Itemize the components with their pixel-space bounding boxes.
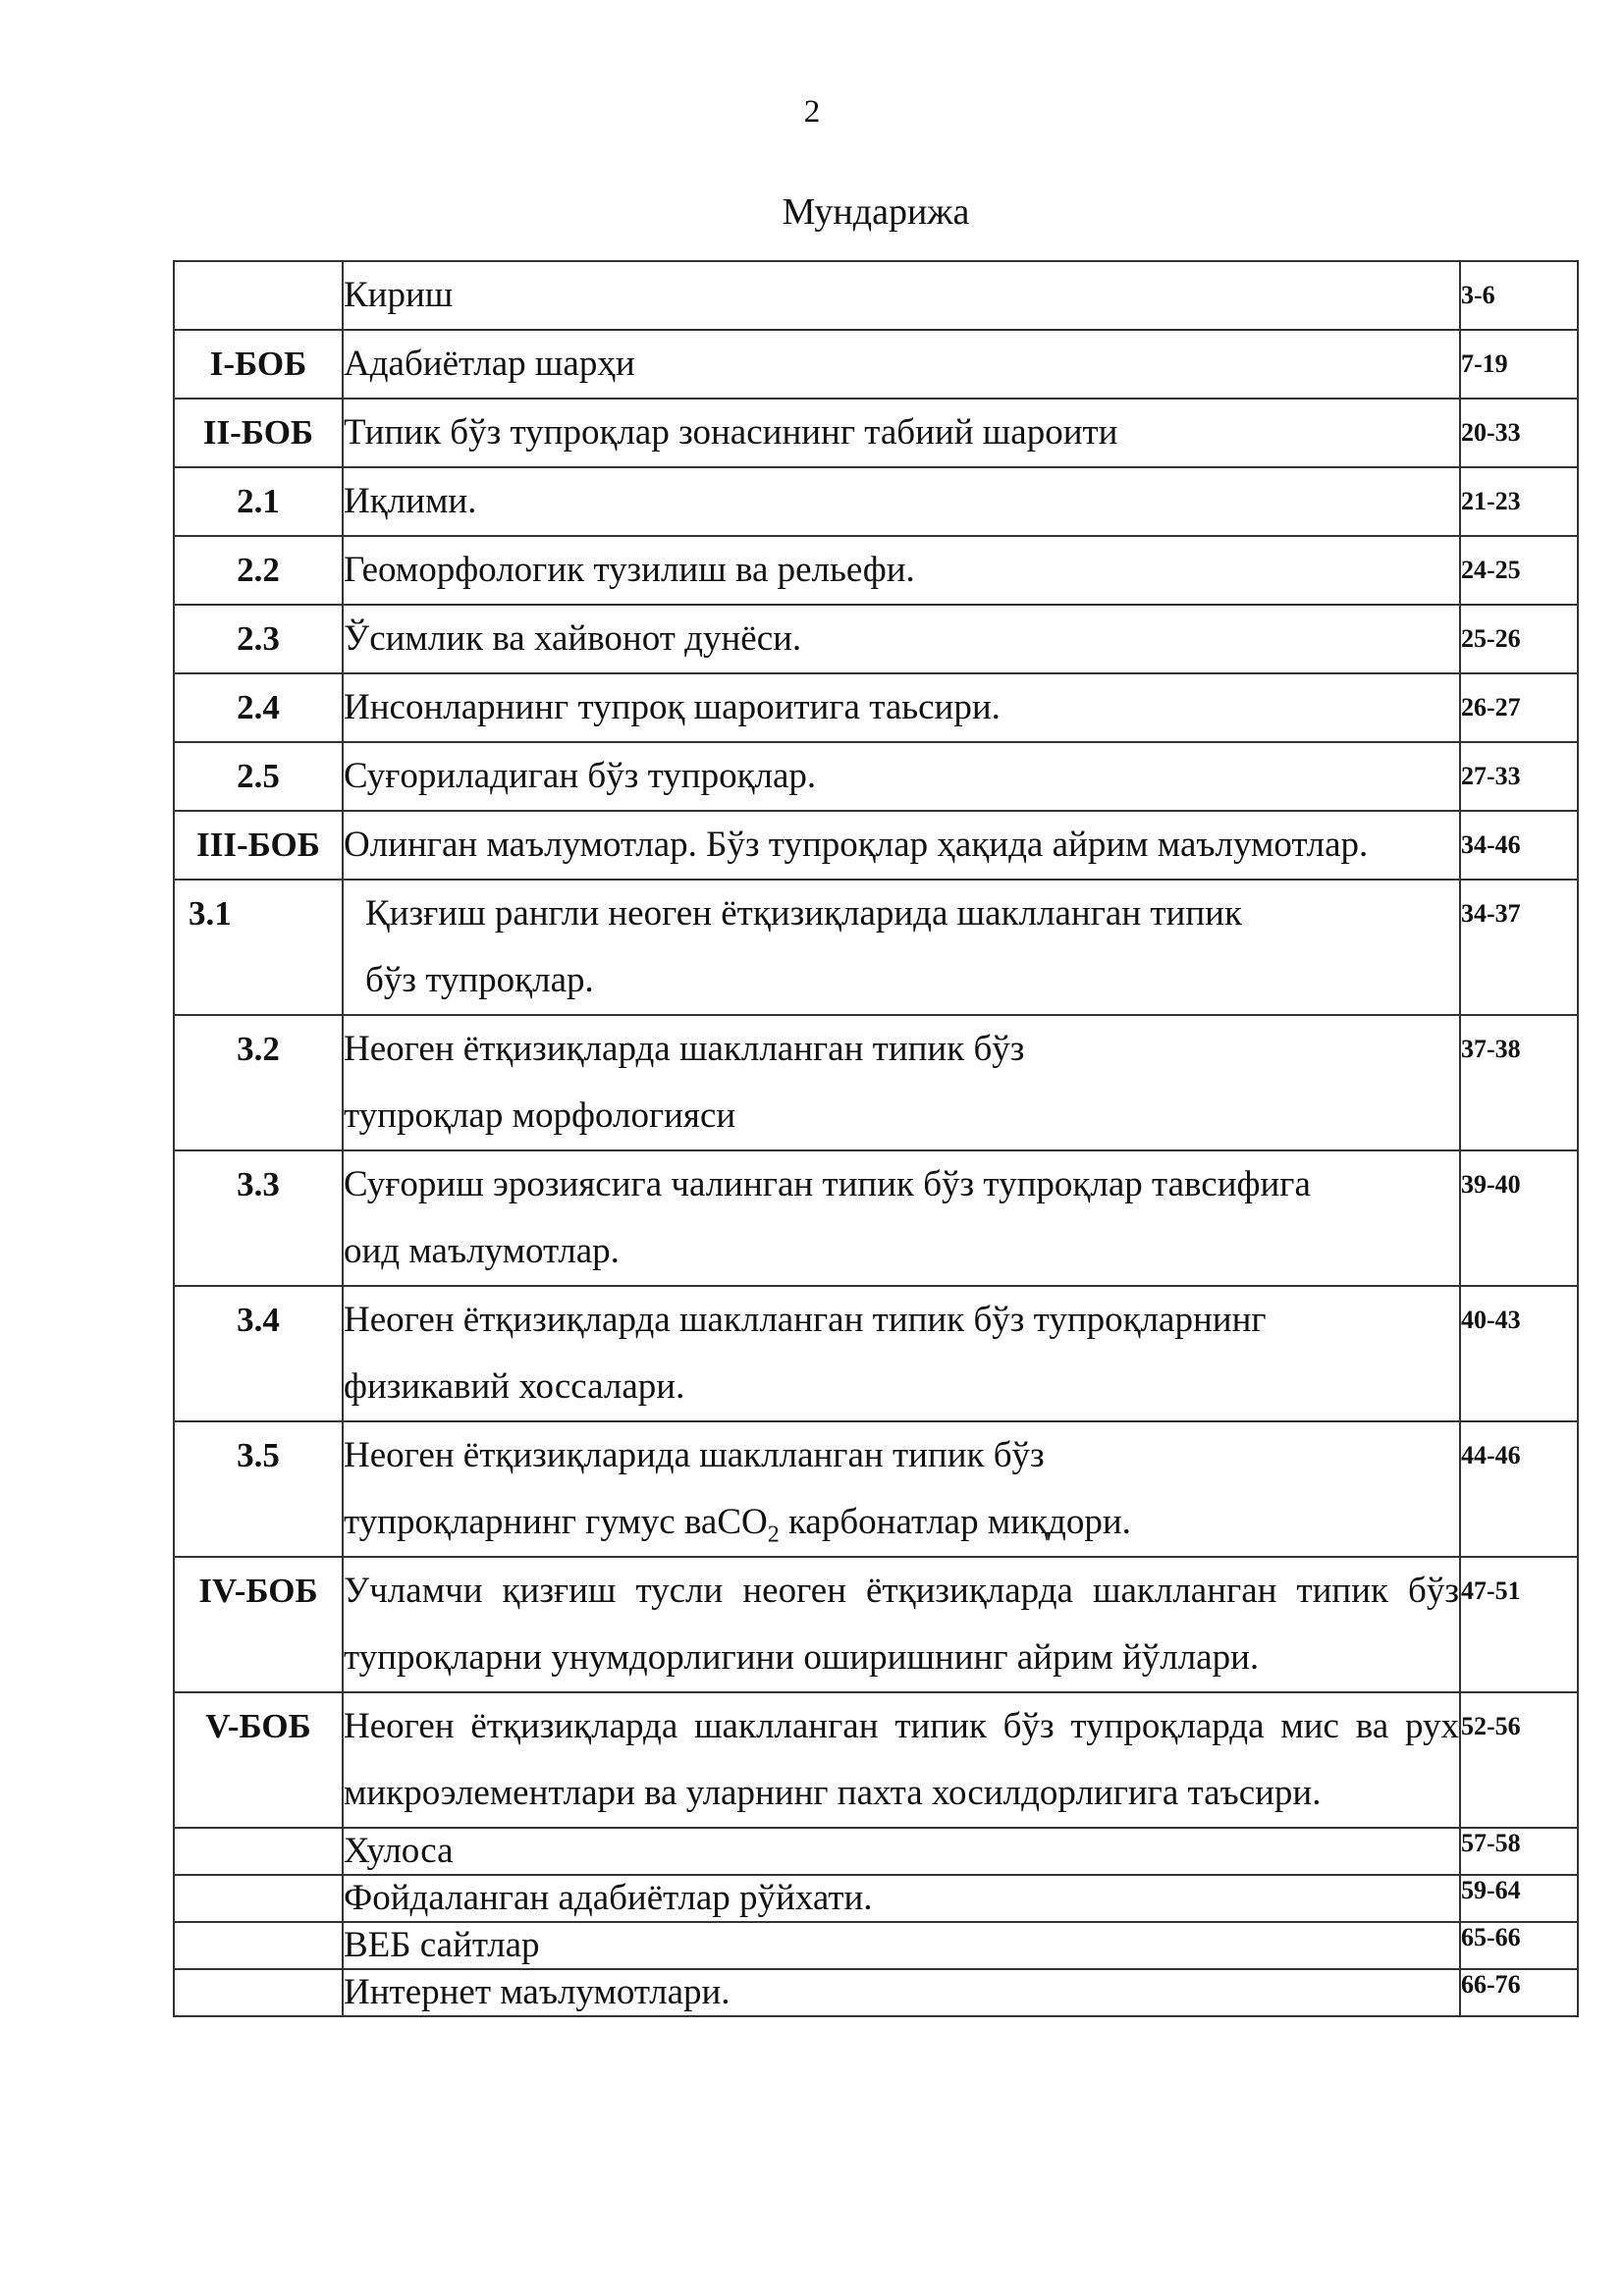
toc-row [174, 1922, 1578, 1969]
toc-title: Мундарижа [782, 191, 970, 233]
toc-page-range: 44-46 [1460, 1421, 1578, 1557]
toc-entry-title: Типик бўз тупроқлар зонасининг табиий шароити [343, 399, 1460, 467]
toc-row [174, 1875, 1578, 1922]
toc-row [174, 536, 1578, 605]
toc-number: 3.3 [174, 1150, 343, 1286]
toc-entry-title: Хулоса [343, 1828, 1460, 1875]
toc-title-line: тупроқлар морфологияси [344, 1095, 736, 1136]
toc-row [174, 1286, 1578, 1421]
toc-page-range: 52-56 [1460, 1692, 1578, 1828]
toc-row [174, 1150, 1578, 1286]
page-number: 2 [803, 94, 821, 130]
toc-page-range: 26-27 [1460, 673, 1578, 742]
toc-title-line: бўз тупроқлар. [365, 960, 594, 1000]
toc-row [174, 1015, 1578, 1150]
toc-number: I-БОБ [174, 330, 343, 399]
toc-row [174, 880, 1578, 1015]
toc-row [174, 330, 1578, 399]
toc-row [174, 261, 1578, 330]
toc-entry-title: Кириш [343, 261, 1460, 330]
toc-title-line: Неоген ётқизиқларда шаклланган типик бўз [344, 1029, 1025, 1069]
toc-entry-title: Иқлими. [343, 467, 1460, 536]
toc-page-range: 20-33 [1460, 399, 1578, 467]
toc-entry-title: Фойдаланган адабиётлар рўйхати. [343, 1875, 1460, 1922]
toc-number: 2.4 [174, 673, 343, 742]
toc-entry-title [343, 1015, 1460, 1150]
toc-page-range: 7-19 [1460, 330, 1578, 399]
toc-entry-title: Геоморфологик тузилиш ва рельефи. [343, 536, 1460, 605]
toc-number [174, 1922, 343, 1969]
toc-number [174, 261, 343, 330]
toc-title-line: физикавий хоссалари. [344, 1366, 685, 1407]
toc-row [174, 605, 1578, 673]
toc-title-line: Неоген ётқизиқларида шаклланган типик бўз [344, 1435, 1045, 1475]
toc-number: V-БОБ [174, 1692, 343, 1828]
toc-row [174, 1692, 1578, 1828]
toc-title-text: тупроқларнинг гумус ваCO [344, 1502, 768, 1542]
toc-row [174, 467, 1578, 536]
toc-page-range: 3-6 [1460, 261, 1578, 330]
toc-entry-title: Суғориладиган бўз тупроқлар. [343, 742, 1460, 811]
table-of-contents [173, 260, 1579, 2017]
toc-entry-title [343, 1150, 1460, 1286]
toc-page-range: 24-25 [1460, 536, 1578, 605]
toc-page-range: 25-26 [1460, 605, 1578, 673]
toc-number: 3.5 [174, 1421, 343, 1557]
toc-entry-title: ВЕБ сайтлар [343, 1922, 1460, 1969]
toc-entry-title: Инсонларнинг тупроқ шароитига таьсири. [343, 673, 1460, 742]
toc-number [174, 1969, 343, 2016]
toc-number: II-БОБ [174, 399, 343, 467]
toc-page-range: 40-43 [1460, 1286, 1578, 1421]
toc-page-range: 39-40 [1460, 1150, 1578, 1286]
toc-row [174, 673, 1578, 742]
toc-number: IV-БОБ [174, 1557, 343, 1692]
toc-number: 2.1 [174, 467, 343, 536]
toc-page-range: 27-33 [1460, 742, 1578, 811]
toc-number [174, 1828, 343, 1875]
toc-entry-title [343, 1286, 1460, 1421]
toc-number: 2.2 [174, 536, 343, 605]
toc-entry-title: Неоген ётқизиқларда шаклланган типик бўз тупроқларда мис ва рух микроэлементлари ва уларнинг пахта хосилдорлигига таъсири. [343, 1692, 1460, 1828]
toc-page-range: 57-58 [1460, 1828, 1578, 1875]
toc-row [174, 1557, 1578, 1692]
toc-entry-title [343, 1421, 1460, 1557]
toc-entry-title: Адабиётлар шарҳи [343, 330, 1460, 399]
toc-row [174, 1828, 1578, 1875]
toc-entry-title: Ўсимлик ва хайвонот дунёси. [343, 605, 1460, 673]
toc-row [174, 399, 1578, 467]
toc-number: 3.2 [174, 1015, 343, 1150]
toc-page-range: 21-23 [1460, 467, 1578, 536]
subscript: 2 [767, 1522, 780, 1548]
toc-title-line: Суғориш эрозиясига чалинган типик бўз тупроқлар тавсифига [344, 1164, 1311, 1204]
toc-page-range: 66-76 [1460, 1969, 1578, 2016]
toc-row [174, 1421, 1578, 1557]
toc-entry-title [343, 880, 1460, 1015]
toc-title-line: оид маълумотлар. [344, 1231, 620, 1271]
toc-page-range: 34-46 [1460, 811, 1578, 880]
toc-title-text: карбонатлар миқдори. [779, 1502, 1131, 1542]
toc-entry-title: Интернет маълумотлари. [343, 1969, 1460, 2016]
toc-number: 2.5 [174, 742, 343, 811]
toc-page-range: 37-38 [1460, 1015, 1578, 1150]
toc-row [174, 811, 1578, 880]
toc-number: 2.3 [174, 605, 343, 673]
toc-page-range: 47-51 [1460, 1557, 1578, 1692]
toc-number: 3.1 [174, 880, 343, 1015]
toc-page-range: 34-37 [1460, 880, 1578, 1015]
toc-title-line: Қизғиш рангли неоген ётқизиқларида шаклланган типик [365, 893, 1242, 934]
toc-title-line [344, 1489, 1459, 1556]
toc-row [174, 742, 1578, 811]
toc-page-range: 59-64 [1460, 1875, 1578, 1922]
toc-entry-title: Учламчи қизғиш тусли неоген ётқизиқларда шаклланган типик бўз тупроқларни унумдорлигини оширишнинг айрим йўллари. [343, 1557, 1460, 1692]
toc-row [174, 1969, 1578, 2016]
toc-number: III-БОБ [174, 811, 343, 880]
toc-page-range: 65-66 [1460, 1922, 1578, 1969]
toc-title-line: Неоген ётқизиқларда шаклланган типик бўз тупроқларнинг [344, 1300, 1267, 1340]
toc-number: 3.4 [174, 1286, 343, 1421]
toc-number [174, 1875, 343, 1922]
toc-entry-title: Олинган маълумотлар. Бўз тупроқлар ҳақида айрим маълумотлар. [343, 811, 1460, 880]
